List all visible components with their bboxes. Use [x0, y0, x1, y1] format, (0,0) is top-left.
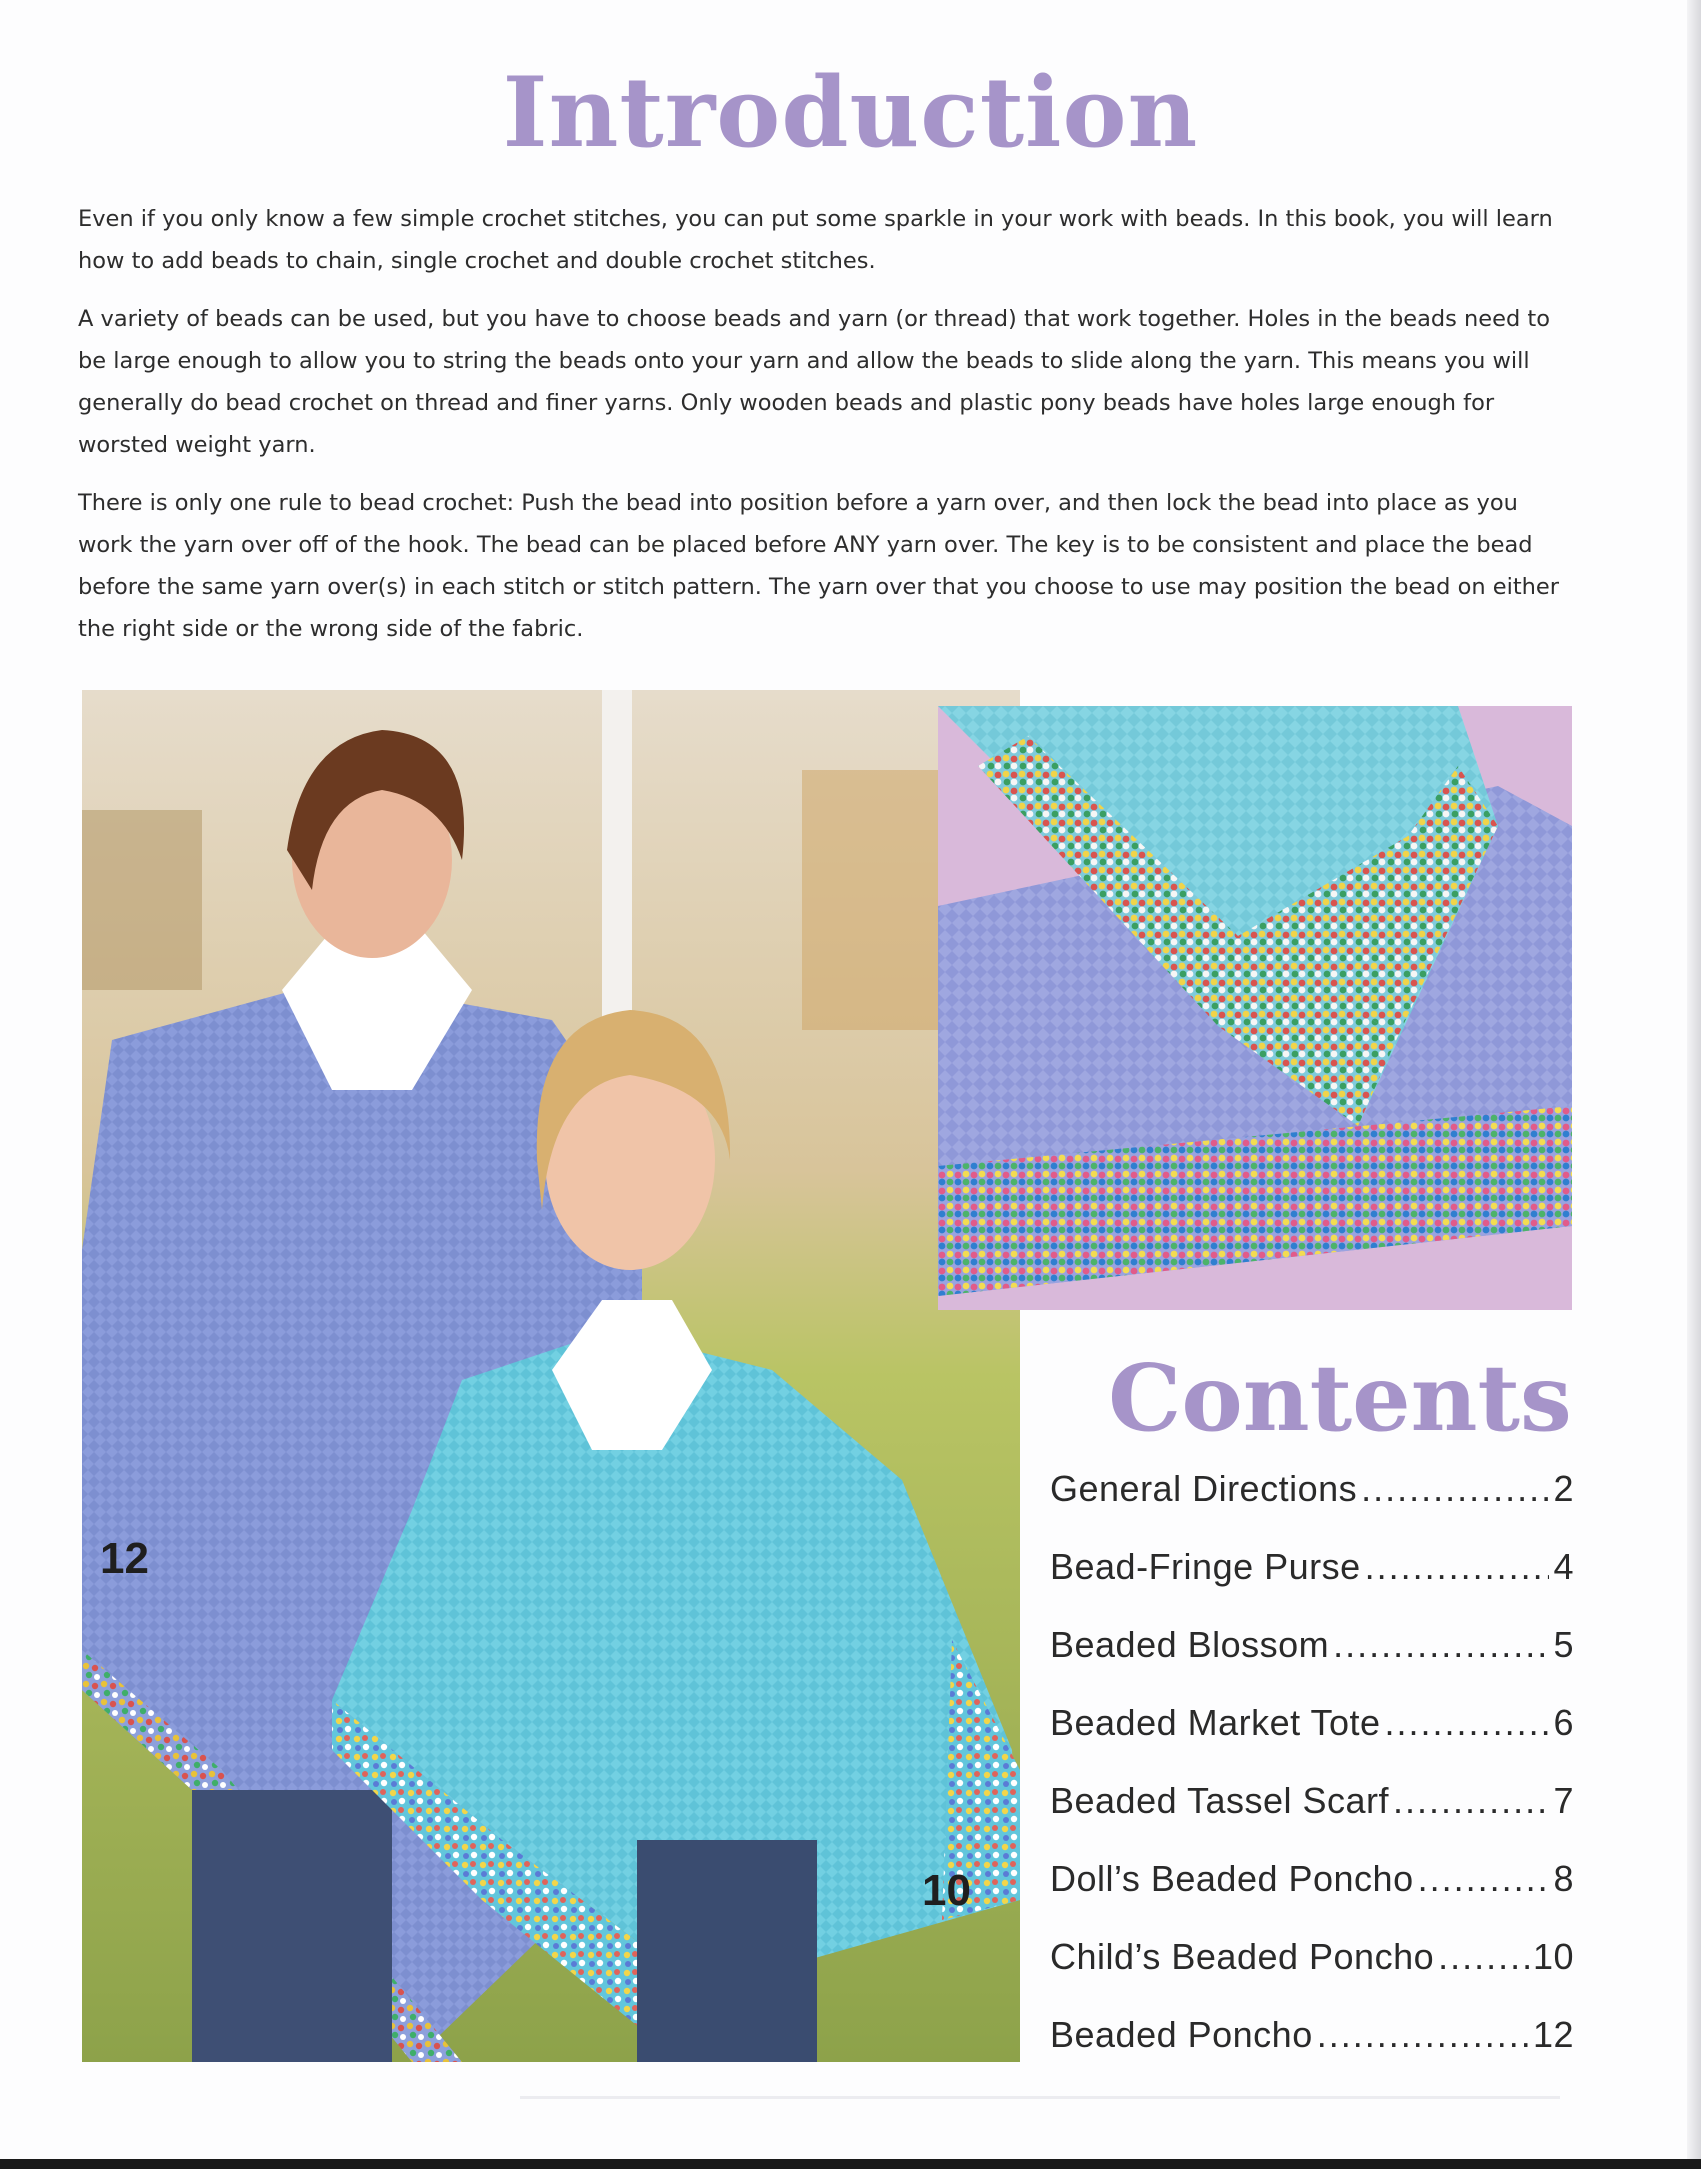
toc-leader-dots — [1418, 1858, 1550, 1900]
toc-item[interactable] — [1050, 2014, 1574, 2092]
intro-body — [78, 198, 1578, 666]
intro-paragraph-2: A variety of beads can be used, but you have to choose beads and yarn (or thread) that work together. Holes in the beads need to be large enough to allow you to string the beads onto your yarn and allow the beads to slide along the yarn. This means you will generally do bead crochet on thread and finer yarns. Only wooden beads and plastic pony beads have holes large enough for worsted weight yarn. — [78, 306, 1550, 458]
toc-item-name: Child’s Beaded Poncho — [1050, 1936, 1435, 1977]
toc-leader-dots — [1393, 1780, 1549, 1822]
toc-item[interactable] — [1050, 1858, 1574, 1936]
toc-item[interactable] — [1050, 1936, 1574, 2014]
page-ref-12: 12 — [100, 1534, 149, 1583]
ponchos-photo — [82, 690, 1020, 2062]
toc-item-name: General Directions — [1050, 1468, 1358, 1509]
footer-divider — [520, 2096, 1560, 2099]
beaded-edging-illustration — [938, 706, 1572, 1310]
toc-leader-dots — [1317, 2014, 1529, 2056]
toc-leader-dots — [1438, 1936, 1529, 1978]
page-ref-10: 10 — [922, 1866, 971, 1915]
toc-item-page: 7 — [1553, 1780, 1574, 1821]
toc-item-page: 10 — [1532, 1936, 1574, 1977]
intro-paragraph-1: Even if you only know a few simple crochet stitches, you can put some sparkle in your work with beads. In this book, you will learn how to add beads to chain, single crochet and double crochet stitches. — [78, 206, 1553, 274]
toc-item-name: Beaded Market Tote — [1050, 1702, 1381, 1743]
toc-item-page: 4 — [1553, 1546, 1574, 1587]
toc-item-name: Beaded Tassel Scarf — [1050, 1780, 1390, 1821]
table-of-contents — [1050, 1468, 1574, 2092]
toc-item[interactable] — [1050, 1624, 1574, 1702]
toc-item-page: 5 — [1553, 1624, 1574, 1665]
scan-bottom-edge — [0, 2159, 1701, 2169]
toc-item-page: 6 — [1553, 1702, 1574, 1743]
toc-item-name: Bead-Fringe Purse — [1050, 1546, 1361, 1587]
beaded-edging-photo — [938, 706, 1572, 1310]
toc-leader-dots — [1385, 1702, 1550, 1744]
toc-item[interactable] — [1050, 1702, 1574, 1780]
toc-leader-dots — [1333, 1624, 1549, 1666]
toc-leader-dots — [1361, 1468, 1549, 1510]
intro-paragraph-3: There is only one rule to bead crochet: Push the bead into position before a yarn over, and then lock the bead into place as you work the yarn over off of the hook. The bead can be placed before ANY yarn over. The key is to be consistent and place the bead before the same yarn over(s) in each stitch or stitch pattern. The yarn over that you choose to use may position the bead on either the right side or the wrong side of the fabric. — [78, 490, 1560, 642]
page-edge-shadow — [1687, 0, 1701, 2169]
toc-item-name: Beaded Poncho — [1050, 2014, 1313, 2055]
toc-item-page: 8 — [1553, 1858, 1574, 1899]
toc-item-page: 12 — [1532, 2014, 1574, 2055]
toc-leader-dots — [1365, 1546, 1550, 1588]
toc-item[interactable] — [1050, 1546, 1574, 1624]
toc-item-name: Doll’s Beaded Poncho — [1050, 1858, 1414, 1899]
toc-item[interactable] — [1050, 1468, 1574, 1546]
ponchos-illustration — [82, 690, 1020, 2062]
contents-heading: Contents — [1108, 1344, 1572, 1452]
toc-item-page: 2 — [1553, 1468, 1574, 1509]
toc-item[interactable] — [1050, 1780, 1574, 1858]
toc-item-name: Beaded Blossom — [1050, 1624, 1330, 1665]
page-title: Introduction — [502, 56, 1199, 169]
